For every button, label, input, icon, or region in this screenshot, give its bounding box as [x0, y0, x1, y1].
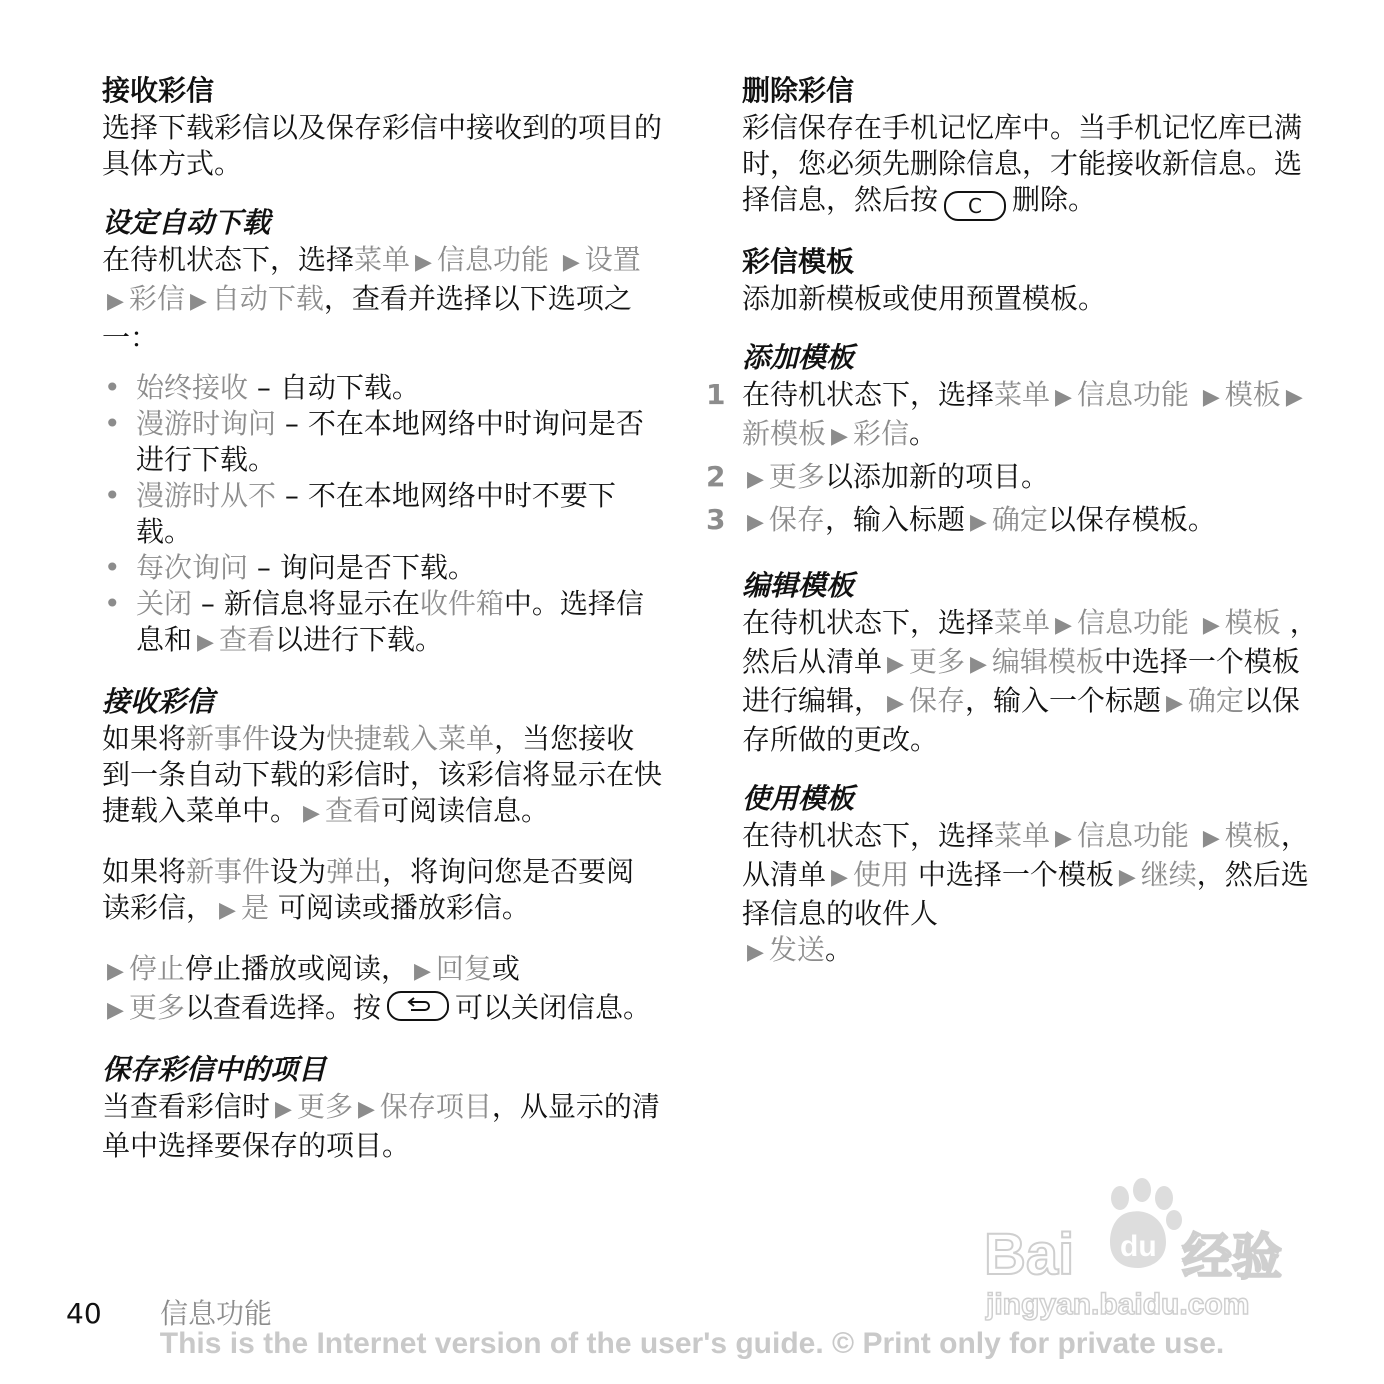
arrow-icon: ▶ — [887, 652, 904, 677]
step-list — [706, 377, 1322, 541]
section-subtitle: 添加模板 — [742, 341, 855, 374]
arrow-icon: ▶ — [1285, 385, 1303, 410]
disclaimer-text: This is the Internet version of the user's guide. © Print only for private use. — [159, 1327, 1225, 1360]
paragraph: 在待机状态下，选择菜单 ▶ 信息功能 ▶ 模板 ，然后从清单 ▶ 更多 ▶ 编辑模板中选择一个模板进行编辑， ▶ 保存，输入一个标题 ▶ 确定以保存所做的更改。 — [742, 606, 1318, 756]
list-item: • 每次询问 – 询问是否下载。 — [102, 550, 662, 586]
baidu-watermark-logo — [970, 1172, 1310, 1322]
menu-path-item: 信息功能 — [436, 243, 549, 276]
list-item: • 漫游时询问 – 不在本地网络中时询问是否进行下载。 — [102, 406, 662, 478]
arrow-icon: ▶ — [831, 865, 848, 890]
list-item: • 始终接收 – 自动下载。 — [102, 370, 662, 406]
left-column — [102, 72, 662, 1164]
paragraph: 如果将新事件设为快捷载入菜单，当您接收到一条自动下载的彩信时，该彩信将显示在快捷载入菜单中。 ▶ 查看可阅读信息。 — [102, 722, 663, 827]
arrow-icon: ▶ — [275, 1097, 292, 1122]
arrow-icon: ▶ — [747, 940, 764, 965]
section-subtitle: 接收彩信 — [102, 685, 215, 718]
option-list — [102, 370, 662, 661]
svg-text:Bai: Bai — [984, 1222, 1075, 1287]
paragraph: 当查看彩信时 ▶ 更多 ▶ 保存项目，从显示的清单中选择要保存的项目。 — [102, 1090, 660, 1162]
arrow-icon: ▶ — [107, 959, 124, 984]
arrow-icon: ▶ — [107, 998, 124, 1023]
c-key-icon: C — [944, 191, 1006, 221]
svg-text:du: du — [1120, 1230, 1157, 1263]
list-item: 3 ▶ 保存，输入标题 ▶ 确定以保存模板。 — [706, 503, 1216, 536]
arrow-icon: ▶ — [415, 250, 432, 275]
arrow-icon: ▶ — [197, 630, 214, 655]
arrow-icon: ▶ — [831, 424, 848, 449]
menu-path-item: 菜单 — [354, 243, 411, 276]
section-title: 接收彩信 — [102, 74, 215, 107]
arrow-icon: ▶ — [1055, 613, 1072, 638]
arrow-icon: ▶ — [1202, 826, 1220, 851]
arrow-icon: ▶ — [219, 898, 236, 923]
arrow-icon: ▶ — [1055, 826, 1072, 851]
paragraph: ▶ 停止停止播放或阅读， ▶ 回复或 ▶ 更多以查看选择。按 可以关闭信息。 — [107, 952, 651, 1024]
paragraph: 如果将新事件设为弹出，将询问您是否要阅读彩信， ▶ 是 可阅读或播放彩信。 — [102, 855, 635, 924]
arrow-icon: ▶ — [189, 289, 207, 314]
arrow-icon: ▶ — [107, 289, 124, 314]
arrow-icon: ▶ — [357, 1097, 375, 1122]
page-number: 40 — [66, 1297, 102, 1330]
section-subtitle: 保存彩信中的项目 — [102, 1053, 327, 1086]
paragraph: 彩信保存在手机记忆库中。当手机记忆库已满时，您必须先删除信息，才能接收新信息。选择信息，然后按 C 删除。 — [742, 110, 1322, 221]
list-item: • 漫游时从不 – 不在本地网络中时不要下载。 — [102, 478, 662, 550]
arrow-icon: ▶ — [969, 652, 987, 677]
arrow-icon: ▶ — [303, 801, 320, 826]
menu-path-item: 彩信 — [128, 282, 185, 315]
arrow-icon: ▶ — [747, 467, 764, 492]
arrow-icon: ▶ — [1118, 865, 1136, 890]
right-column — [706, 72, 1322, 971]
arrow-icon: ▶ — [1202, 385, 1220, 410]
paragraph: 在待机状态下，选择菜单 ▶ 信息功能 ▶ 设置▶ 彩信 ▶ 自动下载，查看并选择以下选项之一： — [102, 243, 641, 354]
arrow-icon: ▶ — [413, 959, 431, 984]
section-title: 彩信模板 — [742, 245, 855, 278]
back-key-icon — [387, 991, 449, 1021]
paragraph: 在待机状态下，选择菜单 ▶ 信息功能 ▶ 模板，从清单 ▶ 使用 中选择一个模板 ▶ 继续，然后选择信息的收件人 ▶ 发送。 — [742, 819, 1309, 966]
menu-path-item: 自动下载 — [211, 282, 324, 315]
menu-path-item: 设置 — [584, 243, 641, 276]
arrow-icon: ▶ — [1165, 691, 1183, 716]
section-subtitle: 设定自动下载 — [102, 206, 271, 239]
arrow-icon: ▶ — [747, 510, 764, 535]
arrow-icon: ▶ — [562, 250, 580, 275]
paragraph: 选择下载彩信以及保存彩信中接收到的项目的具体方式。 — [102, 111, 663, 180]
section-title: 删除彩信 — [742, 74, 855, 107]
section-footer-label: 信息功能 — [160, 1297, 273, 1330]
arrow-icon: ▶ — [887, 691, 904, 716]
list-item: • 关闭 – 新信息将显示在收件箱中。选择信息和 ▶ 查看以进行下载。 — [102, 586, 662, 661]
list-item: 2 ▶ 更多以添加新的项目。 — [706, 460, 1049, 493]
svg-text:经验: 经验 — [1182, 1228, 1282, 1286]
arrow-icon: ▶ — [1055, 385, 1072, 410]
section-subtitle: 使用模板 — [742, 782, 855, 815]
list-item: 1 在待机状态下，选择菜单 ▶ 信息功能 ▶ 模板 ▶新模板 ▶ 彩信。 — [706, 378, 1303, 450]
svg-text:jingyan.baidu.com: jingyan.baidu.com — [986, 1288, 1250, 1321]
paragraph: 添加新模板或使用预置模板。 — [742, 282, 1107, 315]
arrow-icon: ▶ — [1202, 613, 1220, 638]
arrow-icon: ▶ — [969, 510, 987, 535]
section-subtitle: 编辑模板 — [742, 569, 855, 602]
